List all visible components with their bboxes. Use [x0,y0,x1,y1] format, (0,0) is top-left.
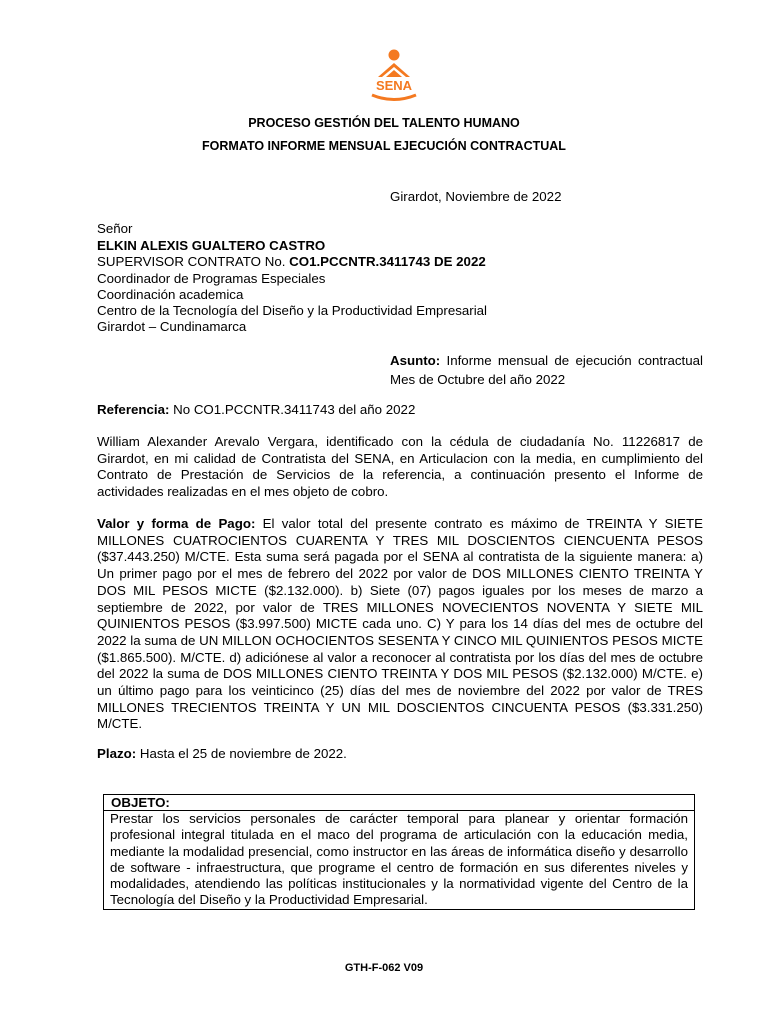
subject-block [390,351,703,389]
intro-paragraph: William Alexander Arevalo Vergara, identificado con la cédula de ciudadanía No. 11226817 de Girardot, en mi calidad de Contratista del SENA, en Articulacion con la media, en cumplimiento del Contrato de Prestación de Servicios de la referencia, a continuación presento el Informe de actividades realizadas en el mes objeto de cobro. [97,434,703,499]
reference-label: Referencia: [97,402,170,417]
payment-paragraph [97,516,703,733]
sena-logo [364,46,424,106]
subject-label: Asunto: [390,353,441,368]
object-label: OBJETO: [104,795,694,811]
contract-number: CO1.PCCNTR.3411743 DE 2022 [289,254,486,269]
addressee-line: Girardot – Cundinamarca [97,319,247,334]
supervisor-line [97,254,486,270]
payment-text: El valor total del presente contrato es máximo de TREINTA Y SIETE MILLONES CUATROCIENTOS CUARENTA Y TRES MIL DOSCIENTOS CIENCUENTA PESOS ($37.443.250) M/CTE. Esta suma será pagada por el SENA al contratista de la siguiente manera: a) Un primer pago por el mes de febrero del 2022 por valor de DOS MILLONES CIENTO TREINTA Y DOS MIL PESOS MICTE ($2.132.000). b) Siete (07) pagos iguales por los meses de marzo a septiembre de 2022, por valor de TRES MILLONES NOVECIENTOS NOVENTA Y SIETE MIL QUINIENTOS PESOS ($3.997.500) MICTE cada uno. C) Y para los 14 días del mes de octubre del 2022 la suma de UN MILLON OCHOCIENTOS SESENTA Y CINCO MIL QUINIENTOS PESOS MICTE ($1.865.500). M/CTE. d) adiciónese al valor a reconocer al contratista por los días del mes de octubre del 2022 la suma de DOS MILLONES CIENTO TREINTA Y DOS MIL PESOS ($2.132.000) M/CTE. e) un último pago para los veinticinco (25) días del mes de noviembre del 2022 por valor de TRES MILLONES TRECIENTOS TREINTA Y UN MIL DOSCIENTOS CINCUENTA PESOS ($3.331.250) M/CTE. [97,516,704,732]
salutation: Señor [97,221,133,236]
addressee-name: ELKIN ALEXIS GUALTERO CASTRO [97,238,326,253]
addressee-line: Coordinador de Programas Especiales [97,271,326,286]
sena-logo-text: SENA [375,78,413,93]
process-heading: PROCESO GESTIÓN DEL TALENTO HUMANO [248,116,520,130]
form-code: GTH-F-062 V09 [344,962,424,974]
place-date: Girardot, Noviembre de 2022 [390,189,562,204]
subject-text: Informe mensual de ejecución contractual Mes de Octubre del año 2022 [390,353,703,387]
supervisor-label: SUPERVISOR CONTRATO No. [97,254,286,269]
object-box [103,794,695,910]
addressee-line: Coordinación academica [97,287,244,302]
term-line [97,746,347,762]
payment-label: Valor y forma de Pago: [97,516,256,531]
reference-line [97,402,415,418]
format-heading: FORMATO INFORME MENSUAL EJECUCIÓN CONTRACTUAL [202,139,566,153]
object-text: Prestar los servicios personales de carácter temporal para planear y orientar formación profesional integral titulada en el maco del programa de articulación con la educación media, mediante la modalidad presencial, como instructor en las áreas de informática diseño y desarrollo de software - infraestructura, que programe el centro de formación en sus diferentes niveles y modalidades, atendiendo las políticas institucionales y la normatividad vigente del Centro de la Tecnología del Diseño y la Productividad Empresarial. [110,811,688,908]
reference-text: No CO1.PCCNTR.3411743 del año 2022 [173,402,416,417]
term-text: Hasta el 25 de noviembre de 2022. [139,746,347,761]
term-label: Plazo: [97,746,137,761]
addressee-line: Centro de la Tecnología del Diseño y la Productividad Empresarial [97,303,488,318]
